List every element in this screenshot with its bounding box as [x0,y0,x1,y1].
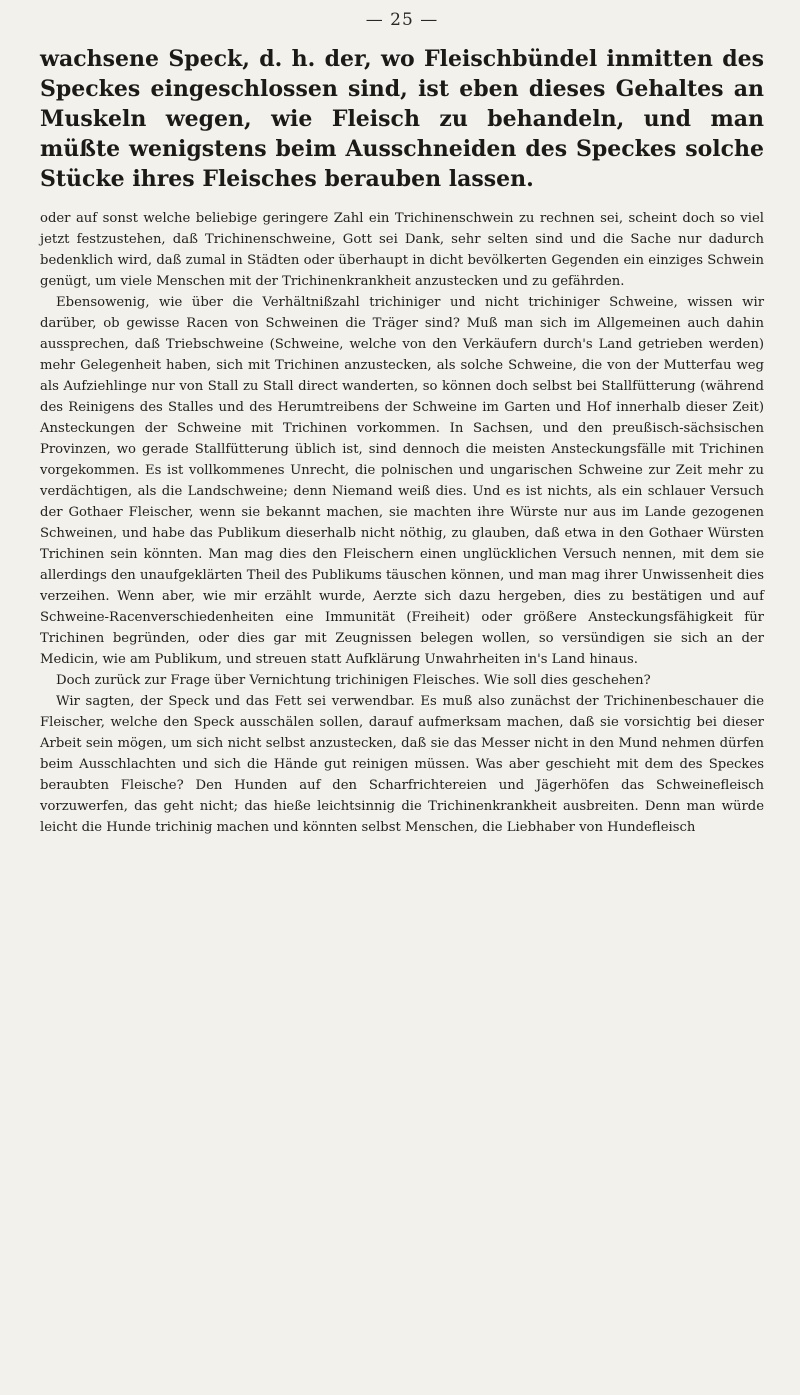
body-paragraph: Ebensowenig, wie über die Verhältnißzahl trichiniger und nicht trichiniger Schweine, wissen wir darüber, ob gewisse Racen von Schweinen die Träger sind? Muß man sich im Allgemeinen auch dahin aussprechen, daß Triebschweine (Schweine, welche von den Verkäufern durch's Land getrieben werden) mehr Gelegenheit haben, sich mit Trichinen anzustecken, als solche Schweine, die von der Mutterfau weg als Aufziehlinge nur von Stall zu Stall direct wanderten, so können doch selbst bei Stallfütterung (während des Reinigens des Stalles und des Herumtreibens der Schweine im Garten und Hof innerhalb dieser Zeit) Ansteckungen der Schweine mit Trichinen vorkommen. In Sachsen, und den preußisch-sächsischen Provinzen, wo gerade Stallfütterung üblich ist, sind dennoch die meisten Ansteckungsfälle mit Trichinen vorgekommen. Es ist vollkommenes Unrecht, die polnischen und ungarischen Schweine zur Zeit mehr zu verdächtigen, als die Landschweine; denn Niemand weiß dies. Und es ist nichts, als ein schlauer Versuch der Gothaer Fleischer, wenn sie bekannt machen, sie machten ihre Würste nur aus im Lande gezogenen Schweinen, und habe das Publikum dieserhalb nicht nöthig, zu glauben, daß etwa in den Gothaer Würsten Trichinen sein könnten. Man mag dies den Fleischern einen unglücklichen Versuch nennen, mit dem sie allerdings den unaufgeklärten Theil des Publikums täuschen können, und man mag ihrer Unwissenheit dies verzeihen. Wenn aber, wie mir erzählt wurde, Aerzte sich dazu hergeben, dies zu bestätigen und auf Schweine-Racenverschiedenheiten eine Immunität (Freiheit) oder größere Ansteckungsfähigkeit für Trichinen begründen, oder dies gar mit Zeugnissen belegen wollen, so versündigen sie sich an der Medicin, wie am Publikum, und streuen statt Aufklärung Unwahrheiten in's Land hinaus. [40,295,764,667]
body-paragraph: oder auf sonst welche beliebige geringere Zahl ein Trichinenschwein zu rechnen sei, scheint doch so viel jetzt festzustehen, daß Trichinenschweine, Gott sei Dank, sehr selten sind und die Sache nur dadurch bedenklich wird, daß zumal in Städten oder überhaupt in dicht bevölkerten Gegenden ein einziges Schwein genügt, um viele Menschen mit der Trichinenkrankheit anzustecken und zu gefährden. [40,211,764,289]
section-question-paragraph: Doch zurück zur Frage über Vernichtung trichinigen Fleisches. Wie soll dies geschehen? [56,673,651,688]
lead-paragraph: wachsene Speck, d. h. der, wo Fleischbündel inmitten des Speckes eingeschlossen sind, ist eben dieses Gehaltes an Muskeln wegen, wie Fleisch zu behandeln, und man müßte wenigstens beim Ausschneiden des Speckes solche Stücke ihres Fleisches berauben lassen. [40,46,764,192]
body-paragraph: Wir sagten, der Speck und das Fett sei verwendbar. Es muß also zunächst der Trichinenbeschauer die Fleischer, welche den Speck ausschälen sollen, darauf aufmerksam machen, daß sie vorsichtig bei dieser Arbeit sein mögen, um sich nicht selbst anzustecken, daß sie das Messer nicht in den Mund nehmen dürfen beim Ausschlachten und sich die Hände gut reinigen müssen. Was aber geschieht mit dem des Speckes beraubten Fleische? Den Hunden auf den Scharfrichtereien und Jägerhöfen das Schweinefleisch vorzuwerfen, das geht nicht; das hieße leichtsinnig die Trichinenkrankheit ausbreiten. Denn man würde leicht die Hunde trichinig machen und könnten selbst Menschen, die Liebhaber von Hundefleisch [40,694,764,835]
page-number: — 25 — [365,10,439,30]
